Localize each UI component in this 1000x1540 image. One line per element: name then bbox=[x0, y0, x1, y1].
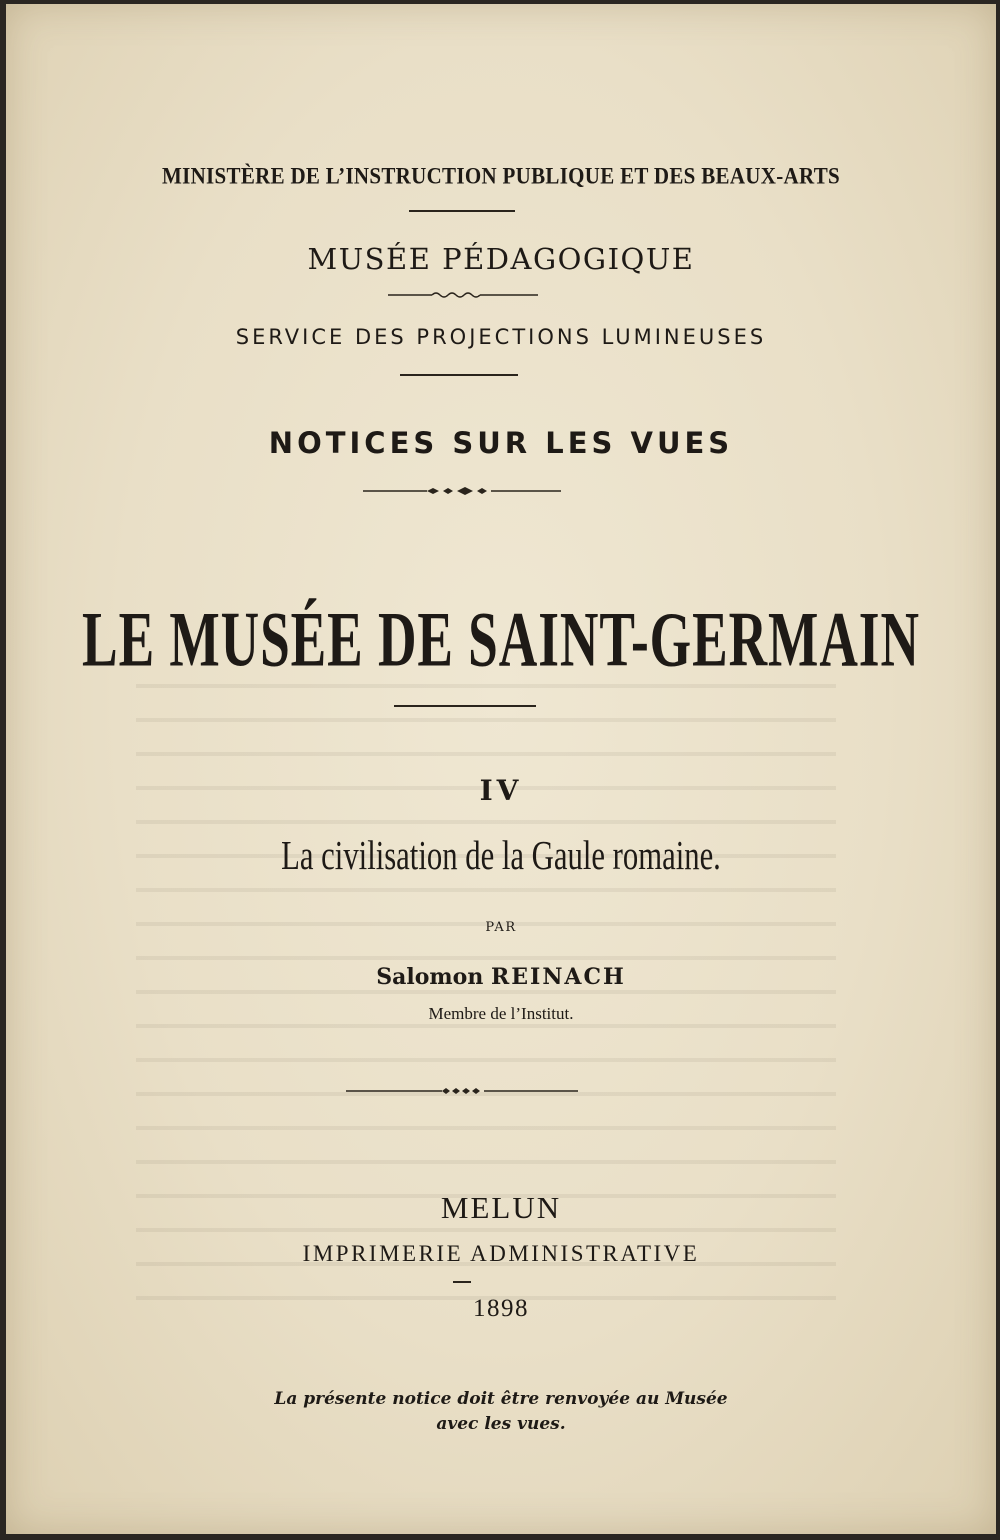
subtitle: La civilisation de la Gaule romaine. bbox=[281, 834, 721, 879]
imprint-printer: IMPRIMERIE ADMINISTRATIVE bbox=[302, 1241, 700, 1266]
series-heading: NOTICES SUR LES VUES bbox=[268, 426, 734, 460]
ornament-rule-3 bbox=[346, 1085, 578, 1097]
return-notice-line-2: avec les vues. bbox=[436, 1414, 566, 1434]
imprint-year: 1898 bbox=[473, 1295, 529, 1322]
title-page bbox=[6, 4, 996, 1534]
author-affiliation: Membre de l’Institut. bbox=[428, 1004, 574, 1023]
author-name bbox=[6, 964, 996, 990]
ornament-rule-2 bbox=[363, 485, 561, 497]
museum-heading: MUSÉE PÉDAGOGIQUE bbox=[307, 242, 695, 276]
main-title: LE MUSÉE DE SAINT-GERMAIN bbox=[82, 595, 920, 684]
volume-number: IV bbox=[479, 774, 523, 807]
service-heading: SERVICE DES PROJECTIONS LUMINEUSES bbox=[235, 325, 767, 349]
rule-1 bbox=[409, 210, 515, 212]
author-first-name: Salomon bbox=[376, 964, 484, 990]
rule-2 bbox=[400, 374, 518, 376]
ministry-heading: MINISTÈRE DE L’INSTRUCTION PUBLIQUE ET DES BEAUX-ARTS bbox=[162, 162, 840, 190]
rule-3 bbox=[394, 705, 536, 707]
imprint-city: MELUN bbox=[440, 1190, 562, 1225]
by-label: PAR bbox=[485, 920, 517, 935]
imprint-dash bbox=[453, 1281, 471, 1283]
author-last-name: REINACH bbox=[490, 964, 626, 990]
return-notice-line-1: La présente notice doit être renvoyée au Musée bbox=[274, 1389, 728, 1409]
return-notice bbox=[6, 1387, 996, 1437]
ornament-rule-1 bbox=[388, 289, 538, 301]
